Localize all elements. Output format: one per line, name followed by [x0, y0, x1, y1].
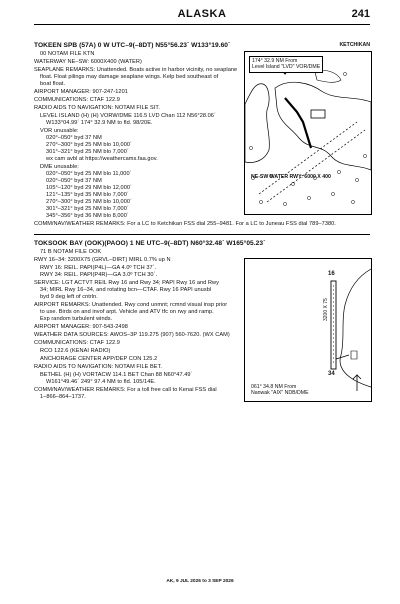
toksook-text-line: RWY 16: REIL. PAPI(P4L)—GA 4.0º TCH 37´.	[40, 265, 157, 271]
runway-dimension-label: 3200 X 75	[323, 298, 329, 321]
tokeen-text-line: LEVEL ISLAND (H) (H) VORW/DME 116.5 LVD Chan 112 N56°28.06´	[40, 113, 216, 119]
tokeen-text-line: 020°–050° byd 37 NM	[46, 178, 102, 184]
toksook-text-line: W161°49.46´ 249° 97.4 NM to fld. 105/14E.	[46, 379, 156, 385]
obstruction-icon	[307, 196, 310, 199]
obstruction-icon	[343, 72, 346, 75]
toksook-text-line: RWY 16–34: 3200X75 (GRVL–DIRT) MIRL 0.7% up N	[34, 257, 171, 263]
tokeen-text-line: SEAPLANE REMARKS: Unattended. Boats active in harbor vicinity, no seaplane	[34, 67, 238, 73]
ndb-note-line-2: Nanwak "AIX" NDB/DME	[251, 390, 309, 397]
tokeen-text-line: 345°–356° byd 36 NM blo 8,000´	[46, 213, 129, 219]
airport-diagram-tokeen	[244, 51, 372, 215]
tokeen-text-line: 301°–321° byd 25 NM blo 7,000´	[46, 206, 129, 212]
toksook-text-line: AIRPORT MANAGER: 907-543-2498	[34, 324, 128, 330]
range-note-line-2: Level Island "LVD" VOR/DME	[252, 64, 321, 71]
tokeen-text-line: 020°–050° byd 25 NM blo 11,000´	[46, 171, 132, 177]
tokeen-text-line: RADIO AIDS TO NAVIGATION: NOTAM FILE SIT.	[34, 105, 160, 111]
toksook-text-line: 34; MIRL Rwy 16–34, and rotating bcn—CTAF. Rwy 16 PAPI unusbl	[40, 287, 212, 293]
obstruction-icon	[351, 200, 354, 203]
apron	[351, 351, 357, 359]
toksook-text-line: byd 9 deg left of cntrln.	[40, 294, 98, 300]
state-title: ALASKA	[177, 8, 227, 20]
toksook-text-line: RWY 34: REIL. PAPI(P4R)—GA 3.0º TCH 30´.	[40, 272, 158, 278]
toksook-text-line: WEATHER DATA SOURCES: AWOS–3P 119.275 (907) 560-7620. (WX CAM)	[34, 332, 230, 338]
toksook-text-line: ANCHORAGE CENTER APP/DEP CON 125.2	[40, 356, 158, 362]
runway-34-label: 34	[328, 371, 335, 377]
tokeen-text-line: 00 NOTAM FILE KTN	[40, 51, 95, 57]
runway-16-label: 16	[328, 271, 335, 277]
region-label: KETCHIKAN	[339, 42, 370, 48]
tokeen-text-line: AIRPORT MANAGER: 907-247-1201	[34, 89, 128, 95]
obstruction-icon	[331, 192, 334, 195]
toksook-text-line: AIRPORT REMARKS: Unattended. Rwy cond unmnt; rcmnd visual insp prior	[34, 302, 228, 308]
toksook-text-line: RCO 122.6 (KENAI RADIO)	[40, 348, 111, 354]
toksook-map-drawing	[245, 259, 371, 401]
tokeen-text-line: 020°–050° byd 37 NM	[46, 135, 102, 141]
range-note-line-1: 174° 32.9 NM From	[252, 58, 298, 64]
tokeen-text-line: boat float.	[40, 81, 66, 87]
toksook-text-line: TOKSOOK BAY (OOK)(PAOO) 1 NE UTC–9(–8DT) N60°32.48´ W165°05.23´	[34, 240, 266, 247]
tokeen-text-line: TOKEEN SPB (57A) 0 W UTC–9(–8DT) N55°56.23´ W133°19.60´	[34, 42, 231, 49]
obstruction-icon	[337, 170, 340, 173]
toksook-text-line: COMMUNICATIONS: CTAF 122.9	[34, 340, 120, 346]
toksook-text-line: 1–866–864–1737.	[40, 394, 86, 400]
tokeen-text-line: wx cam avbl at https://weathercams.faa.gov.	[46, 156, 158, 162]
toksook-text-line: SERVICE: LGT ACTVT REIL Rwy 16 and Rwy 34; PAPI Rwy 16 and Rwy	[34, 280, 219, 286]
entry-separator	[34, 234, 370, 235]
ndb-note-line-1: 061° 34.8 NM From	[251, 384, 297, 390]
obstruction-icon	[355, 178, 358, 181]
tokeen-text-line: COMM/NAV/WEATHER REMARKS: For a LC to Ketchikan FSS dial 255–9481. For a LC to Juneau FSS dial 789–7380.	[34, 221, 336, 227]
page-footer: AK, 9 JUL 2026 to 3 SEP 2026	[166, 579, 234, 584]
coastline	[340, 269, 371, 387]
island-main	[275, 82, 371, 170]
toksook-text-line: BETHEL (H) (H) VORTACW 114.1 BET Chan 88 N60°47.49´	[40, 372, 193, 378]
waterway-label: NE-SW WATER RWY: 6000 X 400	[251, 174, 331, 180]
tokeen-text-line: DME unusable:	[40, 164, 79, 170]
tokeen-text-line: WATERWAY NE–SW: 6000X400 (WATER)	[34, 59, 142, 65]
vor-range-note	[249, 56, 323, 73]
tokeen-text-line: 105°–120° byd 29 NM blo 12,000´	[46, 185, 132, 191]
toksook-text-line: COMM/NAV/WEATHER REMARKS: For a toll free call to Kenai FSS dial	[34, 387, 217, 393]
toksook-text-line: 71 B NOTAM FILE OOK	[40, 249, 102, 255]
toksook-text-line: RADIO AIDS TO NAVIGATION: NOTAM FILE BET.	[34, 364, 163, 370]
tokeen-text-line: 301°–321° byd 25 NM blo 7,000´	[46, 149, 129, 155]
obstruction-icon	[259, 200, 262, 203]
island-west	[245, 84, 269, 163]
tokeen-text-line: COMMUNICATIONS: CTAF 122.9	[34, 97, 120, 103]
taxiway	[336, 355, 349, 359]
airport-diagram-toksook-bay	[244, 258, 372, 402]
toksook-text-line: to use. Birds on and invof arpt. Vehicle and ATV tfc on rwy and ramp.	[40, 309, 214, 315]
tokeen-map-drawing	[245, 52, 371, 214]
ndb-range-note	[249, 383, 311, 398]
tokeen-text-line: 270°–300° byd 25 NM blo 10,000´	[46, 142, 132, 148]
page-header	[34, 8, 370, 25]
tokeen-text-line: W133°04.99´ 174° 32.9 NM to fld. 98/20E.	[46, 120, 153, 126]
tokeen-text-line: VOR unusable:	[40, 128, 79, 134]
tokeen-text-line: 121°–135° byd 35 NM blo 7,000´	[46, 192, 129, 198]
obstruction-icon	[283, 202, 286, 205]
tokeen-text-line: 270°–300° byd 25 NM blo 10,000´	[46, 199, 132, 205]
page-number: 241	[351, 8, 370, 20]
tokeen-text-line: float. Float pilings may damage seaplane wings. Kelp bed southeast of	[40, 74, 219, 80]
toksook-text-line: Exp random turbulent winds.	[40, 316, 113, 322]
